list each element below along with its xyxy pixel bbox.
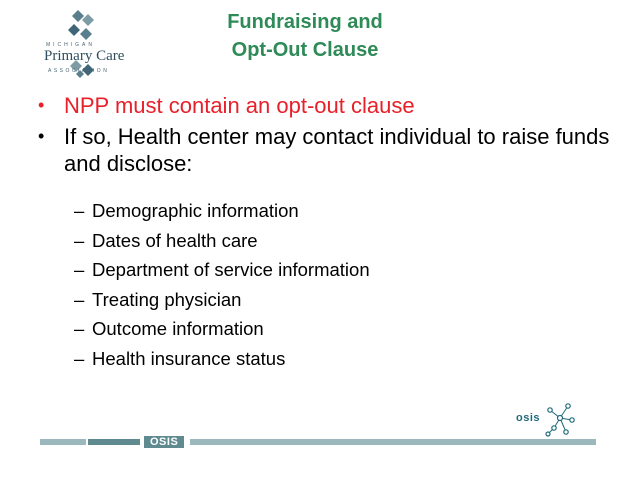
bullet-list: [30, 92, 620, 181]
dash-icon: –: [74, 229, 85, 251]
sub-bullet-item: [74, 285, 554, 315]
footer-rule: [190, 439, 596, 445]
sub-bullet-text: Treating physician: [92, 288, 242, 310]
title-line-1: Fundraising and: [227, 11, 383, 33]
footer-osis-label: OSIS: [144, 436, 184, 448]
bullet-item: [30, 92, 620, 119]
osis-logo-text: osis: [516, 412, 541, 424]
sub-bullet-text: Outcome information: [92, 318, 264, 340]
dash-icon: –: [74, 200, 85, 221]
sub-bullet-text: Dates of health care: [92, 229, 258, 251]
sub-bullet-item: [74, 226, 554, 256]
bullet-text: NPP must contain an opt-out clause: [64, 93, 415, 118]
bullet-dot-icon: •: [38, 126, 45, 146]
network-nodes-icon: [544, 402, 578, 438]
logo-state-text: MICHIGAN: [46, 42, 95, 48]
sub-bullet-item: [74, 196, 554, 226]
sub-bullet-text: Health insurance status: [92, 347, 286, 369]
sub-bullet-text: Department of service information: [92, 259, 370, 281]
slide-title: [170, 8, 440, 64]
dash-icon: –: [74, 318, 85, 340]
footer-segment-light: [40, 439, 86, 445]
osis-logo: [516, 402, 580, 438]
sub-bullet-item: [74, 344, 554, 374]
dash-icon: –: [74, 259, 85, 281]
footer-segment-dark: [88, 439, 140, 445]
dash-icon: –: [74, 288, 85, 310]
footer-bar: [40, 436, 596, 446]
logo-association-text: ASSOCIATION: [48, 68, 110, 74]
bullet-item: [30, 123, 620, 177]
sub-bullet-item: [74, 255, 554, 285]
primary-care-association-logo: [40, 8, 140, 80]
sub-bullet-list: [74, 196, 554, 374]
dash-icon: –: [74, 347, 85, 369]
sub-bullet-text: Demographic information: [92, 200, 299, 221]
sub-bullet-item: [74, 314, 554, 344]
logo-name-text: Primary Care: [44, 48, 125, 64]
bullet-text: If so, Health center may contact individual to raise funds and disclose:: [64, 124, 610, 176]
title-line-2: Opt-Out Clause: [231, 39, 379, 61]
bullet-dot-icon: •: [38, 95, 45, 115]
